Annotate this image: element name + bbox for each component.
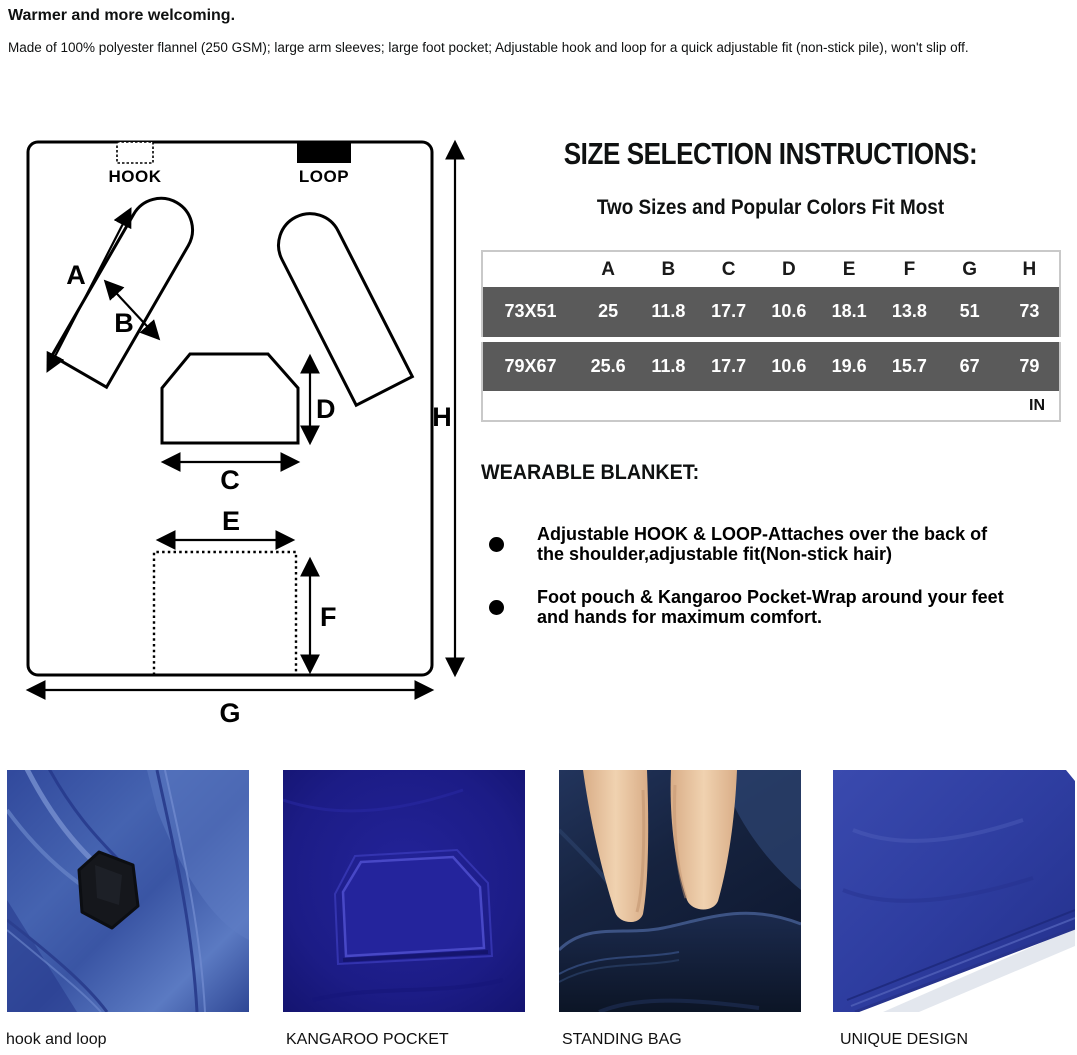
size-table: [481, 250, 1061, 422]
value-cell: 17.7: [699, 287, 759, 339]
value-cell: 51: [940, 287, 1000, 339]
value-cell: 79: [1000, 339, 1060, 391]
table-row-size-73x51: [482, 287, 1060, 339]
value-cell: 10.6: [759, 287, 819, 339]
dim-label-h: H: [432, 402, 452, 432]
section-body-text: Made of 100% polyester flannel (250 GSM); large arm sleeves; large foot pocket; Adjustable hook and loop for a quick adjustable fit (non-stick pile), won't slip off.: [8, 40, 969, 55]
value-cell: 67: [940, 339, 1000, 391]
loop-strip: [297, 142, 351, 163]
value-cell: 13.8: [879, 287, 939, 339]
col-header-c: C: [699, 251, 759, 287]
size-table-header-row: [482, 251, 1060, 287]
photo-standing-bag: [559, 770, 801, 1012]
caption-kangaroo-pocket: KANGAROO POCKET: [286, 1031, 449, 1048]
loop-label: LOOP: [298, 167, 350, 186]
size-instructions-subheading: Two Sizes and Popular Colors Fit Most: [596, 196, 945, 219]
bullet-text: Adjustable HOOK & LOOP-Attaches over the back of the shoulder,adjustable fit(Non-stick hair): [537, 524, 988, 564]
col-header-g: G: [940, 251, 1000, 287]
hook-strip: [117, 142, 153, 163]
value-cell: 18.1: [819, 287, 879, 339]
feature-bullet: [481, 524, 1041, 564]
feature-bullet: [481, 587, 1041, 627]
feature-bullet-list: [481, 524, 1041, 650]
value-cell: 11.8: [638, 339, 698, 391]
table-row-size-79x67: [482, 339, 1060, 391]
dim-label-f: F: [320, 602, 337, 632]
dim-label-a: A: [66, 260, 86, 290]
size-cell: 73X51: [482, 287, 578, 339]
caption-hook-and-loop: hook and loop: [6, 1031, 107, 1048]
caption-standing-bag: STANDING BAG: [562, 1031, 682, 1048]
measurement-diagram: [18, 130, 468, 730]
caption-unique-design: UNIQUE DESIGN: [840, 1031, 969, 1048]
col-header-b: B: [638, 251, 698, 287]
col-header-e: E: [819, 251, 879, 287]
photo-hook-and-loop: [7, 770, 249, 1012]
value-cell: 73: [1000, 287, 1060, 339]
value-cell: 25: [578, 287, 638, 339]
dim-label-b: B: [114, 308, 134, 338]
photo-unique-design: [833, 770, 1075, 1012]
right-sleeve-shape: [268, 203, 413, 405]
bullet-dot-icon: [489, 600, 504, 615]
size-instructions-heading: SIZE SELECTION INSTRUCTIONS:: [563, 136, 978, 171]
kangaroo-pocket-shape: [162, 354, 298, 443]
bullet-text: Foot pouch & Kangaroo Pocket-Wrap around your feet and hands for maximum comfort.: [537, 587, 1004, 627]
hook-label: HOOK: [108, 167, 162, 186]
wearable-blanket-heading: WEARABLE BLANKET:: [481, 461, 700, 484]
value-cell: 19.6: [819, 339, 879, 391]
col-header-f: F: [879, 251, 939, 287]
dim-label-e: E: [221, 506, 241, 536]
value-cell: 11.8: [638, 287, 698, 339]
section-heading: Warmer and more welcoming.: [8, 7, 236, 24]
col-header-h: H: [1000, 251, 1060, 287]
photo-kangaroo-pocket: [283, 770, 525, 1012]
value-cell: 15.7: [879, 339, 939, 391]
foot-pocket-shape: [154, 552, 296, 675]
dim-label-g: G: [219, 698, 241, 728]
size-cell: 79X67: [482, 339, 578, 391]
pocket-shape: [343, 857, 484, 956]
value-cell: 17.7: [699, 339, 759, 391]
col-header-a: A: [578, 251, 638, 287]
col-header-size: [482, 251, 578, 287]
value-cell: 25.6: [578, 339, 638, 391]
dim-label-c: C: [220, 465, 240, 495]
dim-label-d: D: [316, 394, 336, 424]
size-table-container: [481, 250, 1061, 422]
value-cell: 10.6: [759, 339, 819, 391]
col-header-d: D: [759, 251, 819, 287]
bullet-dot-icon: [489, 537, 504, 552]
table-unit-row: [482, 391, 1060, 421]
unit-cell: IN: [482, 391, 1060, 421]
